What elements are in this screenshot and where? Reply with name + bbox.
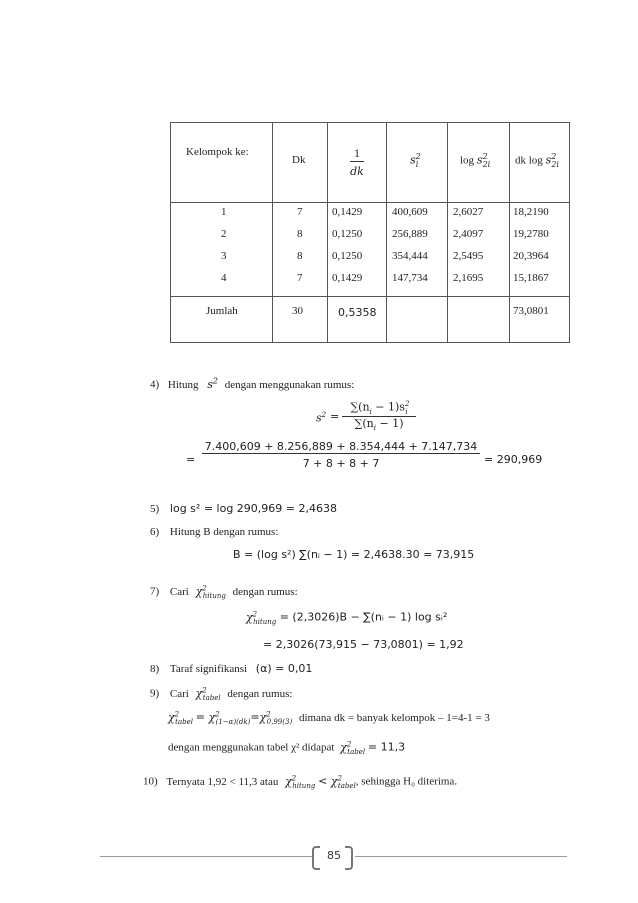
cell-kelompok: 3 — [221, 250, 227, 262]
computation-denominator: 7 + 8 + 8 + 7 — [202, 453, 480, 470]
step-text: Hitung — [167, 378, 199, 391]
step-number: 9) — [150, 687, 160, 700]
step-text: Hitung B dengan rumus: — [169, 526, 279, 538]
cell-log: 2,1695 — [453, 272, 484, 284]
cell-inverse: 0,1250 — [332, 250, 363, 262]
step-text: Cari — [169, 585, 189, 598]
header-variance: $s^2_i$ — [410, 152, 421, 169]
step-number: 4) — [150, 378, 160, 391]
chi-hitung-symbol: $\chi^2_{hitung}$ — [195, 584, 226, 600]
cell-variance: 400,609 — [392, 206, 428, 218]
table-col-rule — [327, 122, 328, 343]
table-col-rule — [386, 122, 387, 343]
header-inverse-den: dk — [350, 165, 364, 178]
step-number: 8) — [150, 663, 160, 675]
header-kelompok: Kelompok ke: — [186, 146, 249, 158]
step-text: Cari — [169, 687, 189, 700]
step-formula: log s² = log 290,969 = 2,4638 — [169, 502, 337, 515]
variance-table — [170, 122, 570, 344]
cell-variance: 354,444 — [392, 250, 428, 262]
formula-numerator: ∑(n — [350, 400, 370, 414]
cell-kelompok: 1 — [221, 206, 227, 218]
page-number-bracket-right — [345, 846, 353, 870]
total-label: Jumlah — [206, 305, 238, 317]
step-4 — [150, 376, 354, 391]
cell-variance: 147,734 — [392, 272, 428, 284]
step-8 — [150, 662, 312, 675]
chi-hitung-result: = 2,3026(73,915 − 73,0801) = 1,92 — [263, 638, 464, 651]
cell-dklog: 15,1867 — [513, 272, 549, 284]
table-col-rule — [509, 122, 510, 343]
step-text: dengan rumus: — [227, 687, 293, 700]
table-total-rule — [170, 296, 570, 297]
cell-dk: 8 — [297, 250, 303, 262]
chi-tabel-symbol: $\chi^2_{tabel}$ — [195, 686, 221, 702]
step-7 — [150, 584, 298, 600]
step-text: Ternyata 1,92 < 11,3 atau — [166, 775, 279, 788]
table-border-left — [170, 122, 171, 343]
computation-numerator: 7.400,609 + 8.256,889 + 8.354,444 + 7.147,734 — [204, 440, 478, 453]
cell-dklog: 18,2190 — [513, 206, 549, 218]
chi-tabel-value: = 11,3 — [367, 740, 406, 754]
step-number: 7) — [150, 585, 160, 598]
step-5 — [150, 502, 337, 515]
table-border-top — [170, 122, 570, 123]
cell-log: 2,6027 — [453, 206, 484, 218]
cell-inverse: 0,1429 — [332, 272, 363, 284]
chi-tabel-definition: $\chi^2_{tabel} = \chi^2_{(1-\alpha)(dk)}=\chi^2_{0,99(3)}$ dimana dk = banyak kelompok – 1=4-1 = 3 — [168, 710, 490, 726]
page-number: 85 — [327, 849, 341, 862]
variance-computation: = $\frac{7.400,609 + 8.256,889 + 8.354,444 + 7.147,734}{7 + 8 + 8 + 7}$ = 290,969 — [186, 440, 543, 470]
header-inverse-dk — [340, 146, 374, 179]
formula-numerator-tail: − 1)s — [375, 400, 405, 414]
cell-kelompok: 2 — [221, 228, 227, 240]
step-6 — [150, 526, 278, 538]
header-inverse-num: 1 — [354, 146, 360, 160]
total-inverse: 0,5358 — [338, 306, 377, 319]
cell-log: 2,5495 — [453, 250, 484, 262]
table-header-rule — [170, 202, 570, 203]
dk-definition: dimana dk = banyak kelompok – 1=4-1 = 3 — [298, 711, 490, 724]
chi-hitung-formula: $\chi^2_{hitung} = (2,3026)B$ − ∑(nᵢ − 1) log sᵢ² — [246, 610, 448, 626]
header-dk-log-variance: dk $\log s^2_{2i}$ — [515, 152, 559, 169]
footer-rule-left — [100, 856, 312, 857]
header-dk: Dk — [292, 154, 306, 166]
table-col-rule — [447, 122, 448, 343]
table-col-rule — [272, 122, 273, 343]
chi-tabel-lookup: dengan menggunakan tabel χ² didapat $\chi^2_{tabel} = 11,3$ — [168, 740, 406, 756]
cell-inverse: 0,1250 — [332, 228, 363, 240]
step-number: 6) — [150, 526, 160, 538]
bartlett-b-formula: B = (log s²) ∑(nᵢ − 1) = 2,4638.30 = 73,915 — [233, 548, 475, 561]
step-number: 5) — [150, 503, 160, 515]
cell-dklog: 19,2780 — [513, 228, 549, 240]
table-border-bottom — [170, 342, 570, 343]
page-number-bracket-left — [312, 846, 320, 870]
formula-denominator: ∑(n — [354, 416, 374, 430]
step-text: Taraf signifikansi — [169, 663, 248, 675]
footer-rule-right — [355, 856, 567, 857]
conclusion-text: , sehingga H₀ diterima. — [355, 775, 458, 788]
alpha-value: (α) = 0,01 — [255, 662, 313, 675]
cell-variance: 256,889 — [392, 228, 428, 240]
cell-dk: 7 — [297, 206, 303, 218]
step-text: dengan rumus: — [232, 585, 298, 598]
cell-dk: 7 — [297, 272, 303, 284]
step-text: dengan menggunakan rumus: — [224, 378, 355, 391]
table-border-right — [569, 122, 570, 343]
cell-kelompok: 4 — [221, 272, 227, 284]
s-squared: $s^2$ — [207, 376, 218, 391]
cell-dklog: 20,3964 — [513, 250, 549, 262]
header-log-variance: $\log s^2_{2i}$ — [460, 152, 491, 169]
cell-dk: 8 — [297, 228, 303, 240]
formula-denominator-tail: − 1) — [379, 416, 404, 430]
computation-result: = 290,969 — [484, 453, 543, 466]
total-dklog: 73,0801 — [513, 305, 549, 317]
step-text: dengan menggunakan tabel χ² didapat — [168, 741, 335, 754]
cell-inverse: 0,1429 — [332, 206, 363, 218]
step-10: 10) Ternyata 1,92 < 11,3 atau $\chi^2_{hitung} < \chi^2_{tabel}$, sehingga H₀ diterima. — [143, 774, 458, 790]
cell-log: 2,4097 — [453, 228, 484, 240]
total-dk: 30 — [292, 305, 303, 317]
step-number: 10) — [143, 775, 158, 788]
step-9 — [150, 686, 292, 702]
